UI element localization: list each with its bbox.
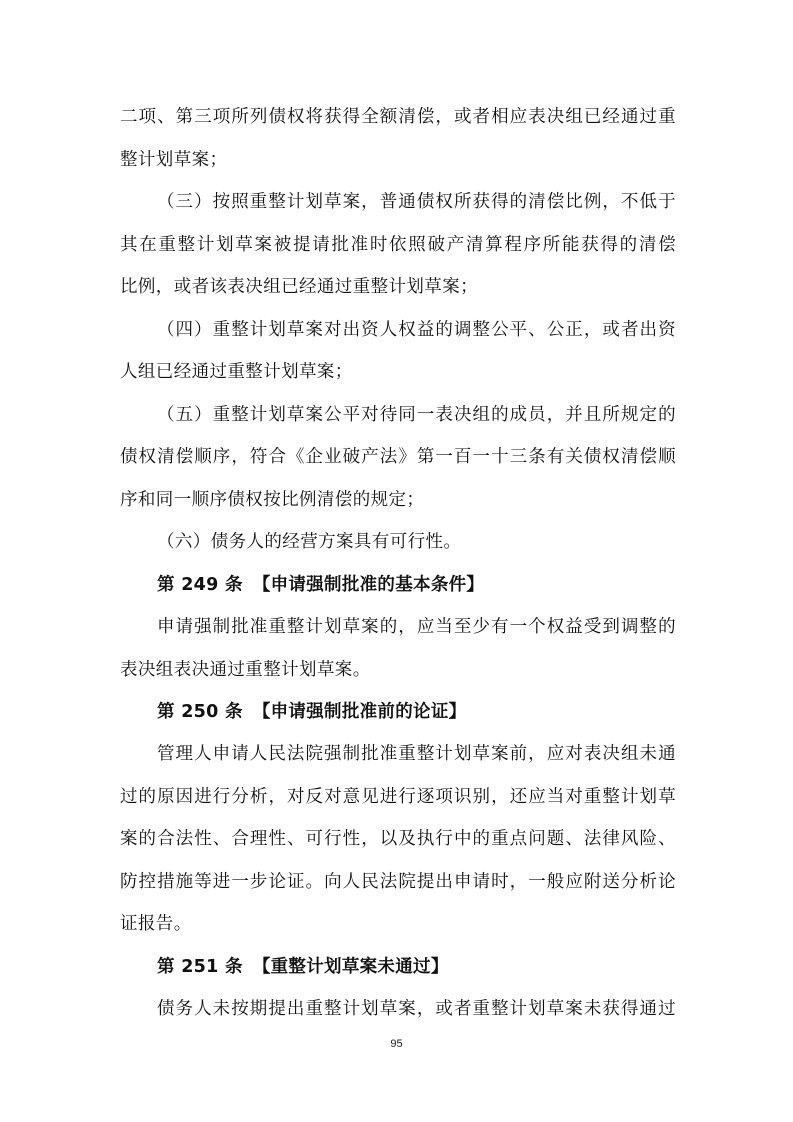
paragraph-line: 证报告。	[120, 914, 192, 934]
article-title: 【申请强制批准的基本条件】	[252, 575, 485, 595]
paragraph-line: （四）重整计划草案对出资人权益的调整公平、公正，或者出资	[157, 320, 676, 340]
paragraph-line: 整计划草案；	[120, 150, 228, 170]
paragraph-line: 比例，或者该表决组已经通过重整计划草案；	[120, 277, 478, 297]
article-heading-249	[157, 573, 484, 597]
paragraph-line: 案的合法性、合理性、可行性，以及执行中的重点问题、法律风险、	[120, 829, 676, 849]
paragraph-line: （三）按照重整计划草案，普通债权所获得的清偿比例，不低于	[157, 192, 676, 212]
article-title: 【重整计划草案未通过】	[252, 957, 449, 977]
paragraph-line: 债权清偿顺序，符合《企业破产法》第一百一十三条有关债权清偿顺	[120, 447, 676, 467]
article-number: 第 249 条	[157, 575, 243, 595]
paragraph-line: （五）重整计划草案公平对待同一表决组的成员，并且所规定的	[157, 405, 676, 425]
article-number: 第 251 条	[157, 957, 243, 977]
paragraph-line: 其在重整计划草案被提请批准时依照破产清算程序所能获得的清偿	[120, 235, 676, 255]
paragraph-line: 表决组表决通过重整计划草案。	[120, 660, 371, 680]
paragraph-line: 申请强制批准重整计划草案的，应当至少有一个权益受到调整的	[157, 617, 676, 637]
paragraph-line: 过的原因进行分析，对反对意见进行逐项识别，还应当对重整计划草	[120, 787, 676, 807]
page-number: 95	[390, 1038, 403, 1050]
paragraph-line: 防控措施等进一步论证。向人民法院提出申请时，一般应附送分析论	[120, 872, 676, 892]
paragraph-line: 序和同一顺序债权按比例清偿的规定；	[120, 490, 425, 510]
article-heading-251	[157, 955, 449, 979]
paragraph-line: （六）债务人的经营方案具有可行性。	[157, 532, 462, 552]
article-title: 【申请强制批准前的论证】	[252, 702, 467, 722]
paragraph-line: 债务人未按期提出重整计划草案，或者重整计划草案未获得通过	[157, 999, 676, 1019]
paragraph-line: 二项、第三项所列债权将获得全额清偿，或者相应表决组已经通过重	[120, 107, 676, 127]
paragraph-line: 人组已经通过重整计划草案；	[120, 362, 353, 382]
paragraph-line: 管理人申请人民法院强制批准重整计划草案前，应对表决组未通	[157, 744, 676, 764]
article-number: 第 250 条	[157, 702, 243, 722]
article-heading-250	[157, 700, 466, 724]
